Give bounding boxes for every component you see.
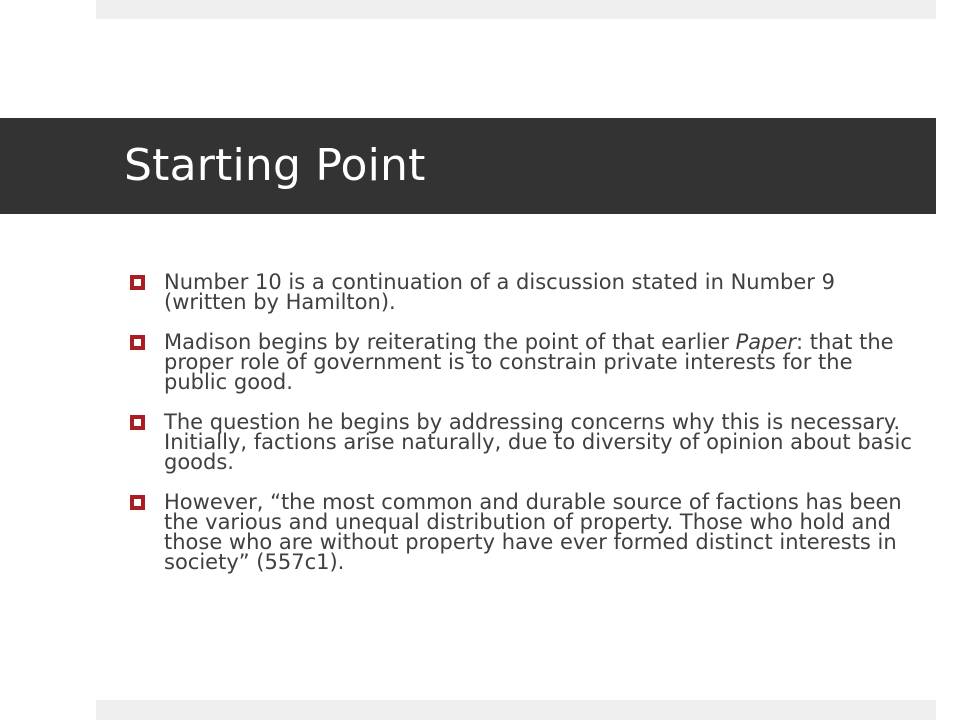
bullet-item bbox=[130, 492, 920, 572]
bullet-item bbox=[130, 332, 920, 392]
title-bar bbox=[0, 118, 936, 214]
bottom-decorative-strip bbox=[96, 700, 936, 720]
square-bullet-icon bbox=[130, 415, 145, 430]
square-bullet-icon bbox=[130, 275, 145, 290]
square-bullet-icon bbox=[130, 495, 145, 510]
bullet-item bbox=[130, 272, 920, 312]
bullet-text: Number 10 is a continuation of a discussion stated in Number 9 (written by Hamilton). bbox=[164, 270, 835, 314]
bullet-emphasis: Paper bbox=[735, 330, 797, 354]
bullet-text-after: : that the proper role of government is to constrain private interests for the public good. bbox=[164, 330, 894, 394]
slide-title: Starting Point bbox=[124, 140, 426, 191]
bullet-list bbox=[130, 272, 920, 592]
bullet-text: The question he begins by addressing concerns why this is necessary. Initially, factions arise naturally, due to diversity of opinion about basic goods. bbox=[164, 410, 912, 474]
bullet-text: However, “the most common and durable source of factions has been the various and unequal distribution of property. Those who hold and those who are without property have ever formed distinct interests in society” (557c1). bbox=[164, 490, 902, 574]
square-bullet-icon bbox=[130, 335, 145, 350]
bullet-text-before: Madison begins by reiterating the point of that earlier bbox=[164, 330, 736, 354]
bullet-item bbox=[130, 412, 920, 472]
top-decorative-strip bbox=[96, 0, 936, 19]
